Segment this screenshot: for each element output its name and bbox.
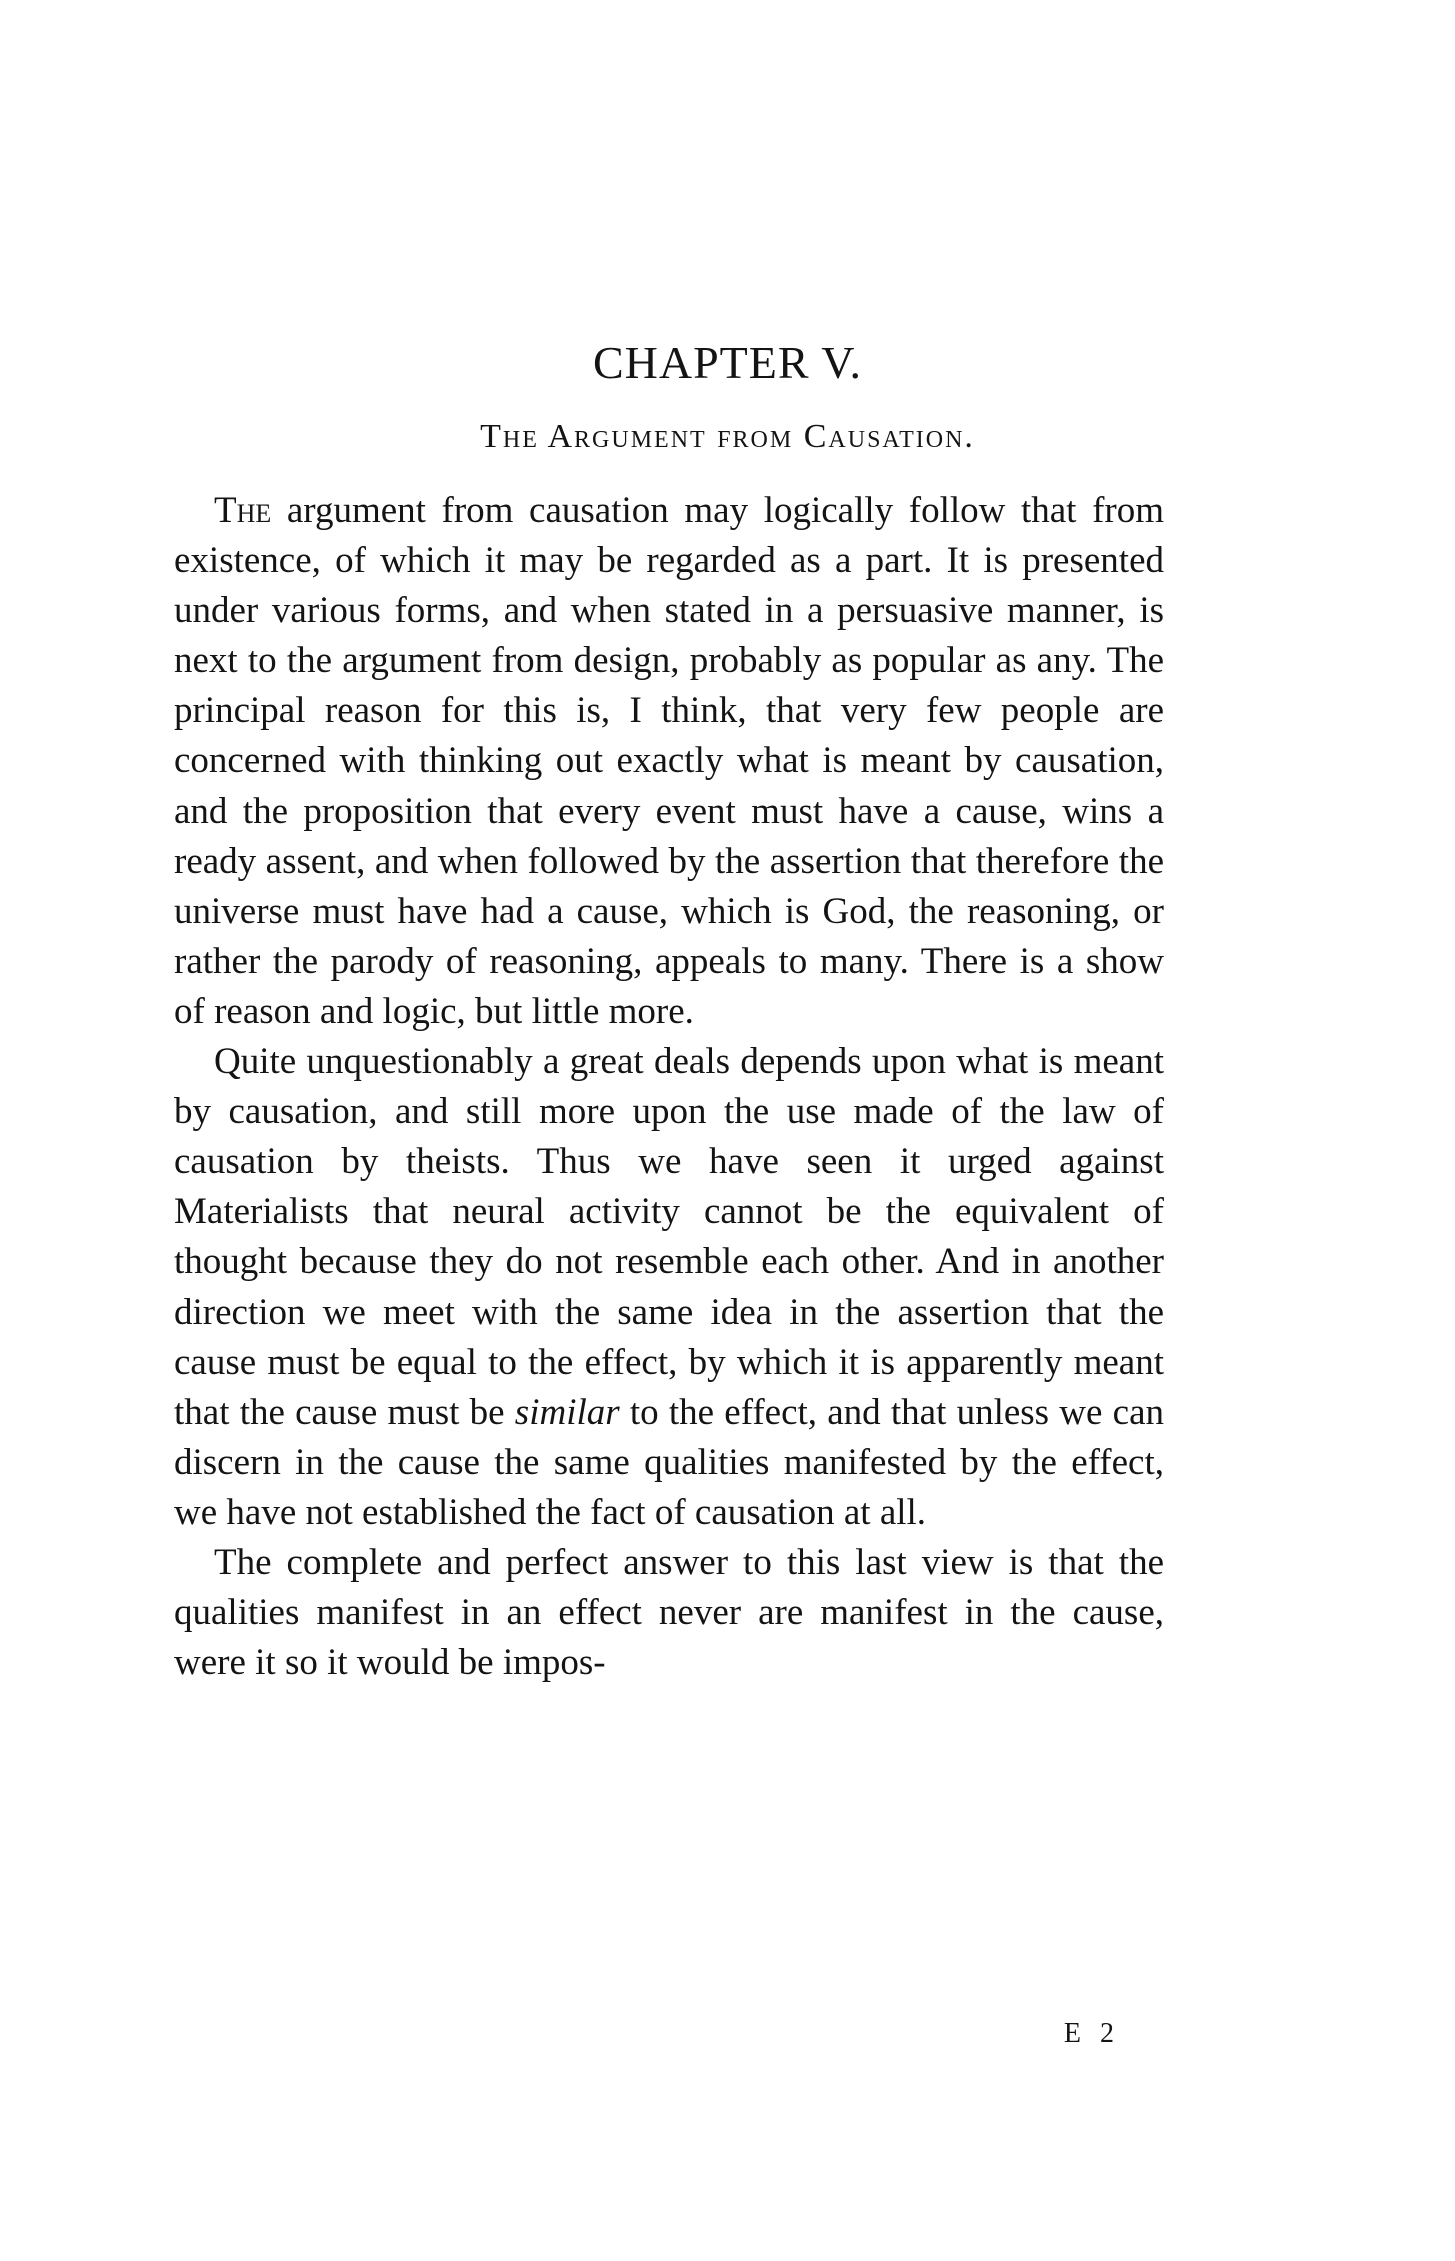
chapter-subtitle: The Argument from Causation. (480, 418, 975, 455)
paragraph-1 (174, 486, 1164, 1037)
paragraph-2 (174, 1037, 1164, 1538)
paragraph-lead-word: The (214, 490, 272, 531)
signature-mark: E 2 (1063, 2018, 1120, 2049)
paragraph-1-text: argument from causation may logically follow that from existence, of which it may be regarded as a part. It is presented under various forms, and when stated in a persuasive manner, is next to the argument from design, probably as popular as any. The principal reason for this is, I think, that very few people are concerned with thinking out exactly what is meant by causation, and the proposition that every event must have a cause, wins a ready assent, and when followed by the assertion that therefore the universe must have had a cause, which is God, the reasoning, or rather the parody of reasoning, appeals to many. There is a show of reason and logic, but little more. (174, 490, 1164, 1032)
chapter-title: CHAPTER V. (592, 337, 863, 388)
paragraph-2-text-before: Quite unquestionably a great deals depends upon what is meant by causation, and still more upon the use made of the law of causation by theists. Thus we have seen it urged against Materialists that neural activity cannot be the equivalent of thought because they do not resemble each other. And in another direction we meet with the same idea in the assertion that the cause must be equal to the effect, by which it is apparently meant that the cause must be (174, 1041, 1164, 1433)
emphasized-word: similar (514, 1391, 620, 1433)
body-text (174, 486, 1164, 1688)
paragraph-3 (174, 1538, 1164, 1688)
paragraph-3-text: The complete and perfect answer to this last view is that the qualities manifest in an effect never are manifest in the cause, were it so it would be impos- (174, 1541, 1164, 1684)
paragraph-2-text-after: to the effect, and that unless we can discern in the cause the same qualities manifested by the effect, we have not established the fact of causation at all. (174, 1391, 1164, 1533)
